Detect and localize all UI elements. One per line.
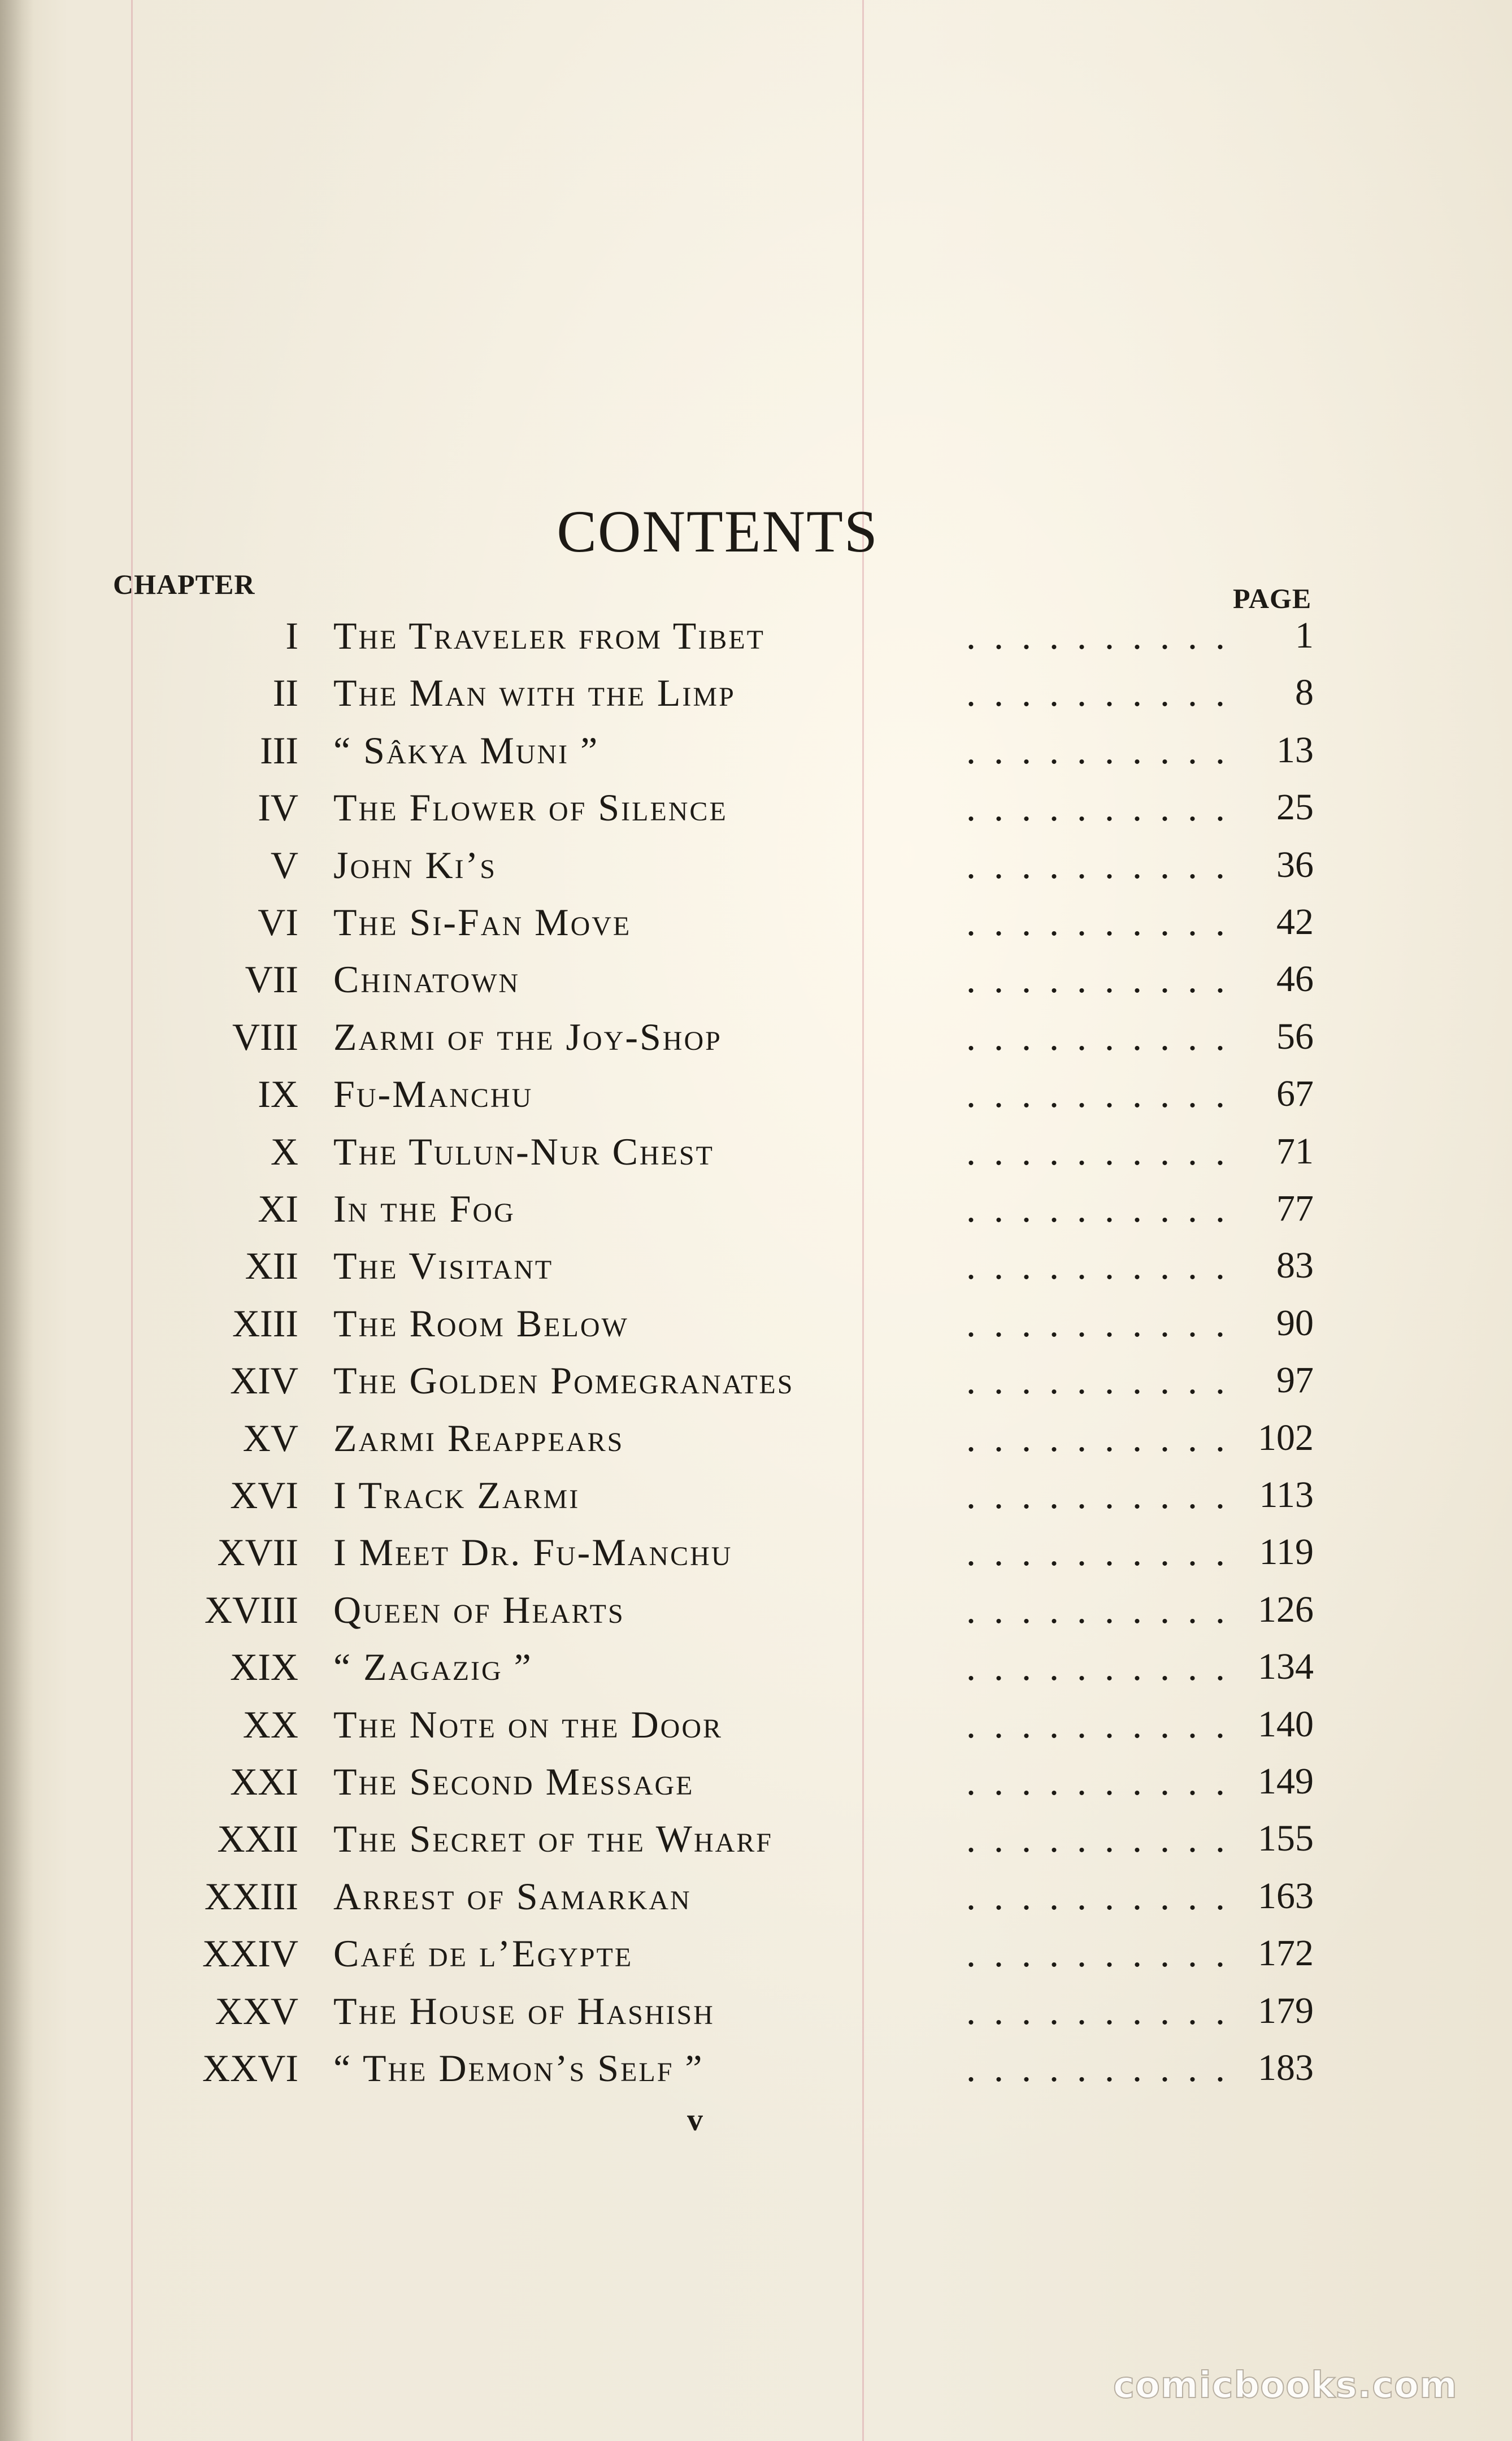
chapter-number: II (272, 671, 298, 715)
dot-leader: .......... (966, 786, 1243, 829)
page-folio: v (687, 2103, 703, 2138)
chapter-number: XVI (230, 1474, 298, 1517)
chapter-number: XIII (232, 1301, 298, 1345)
page-number: 172 (1258, 1932, 1314, 1974)
chapter-title: Arrest of Samarkan (333, 1874, 692, 1918)
page-number: 56 (1276, 1015, 1314, 1057)
chapter-number: IX (258, 1072, 298, 1116)
chapter-title: In the Fog (333, 1187, 515, 1230)
dot-leader: .......... (966, 1817, 1243, 1861)
chapter-title: The Note on the Door (333, 1702, 723, 1746)
chapter-title: The Visitant (333, 1244, 554, 1288)
chapter-title: The Tulun-Nur Chest (333, 1130, 714, 1173)
page-number: 1 (1295, 615, 1314, 656)
dot-leader: .......... (966, 1244, 1243, 1288)
toc-entry (0, 1009, 1512, 1065)
chapter-number: XVII (217, 1531, 298, 1574)
chapter-title: Zarmi Reappears (333, 1416, 624, 1460)
chapter-number: V (270, 843, 298, 887)
toc-entry (0, 1237, 1512, 1294)
toc-entry (0, 1123, 1512, 1180)
page-number: 71 (1276, 1130, 1314, 1172)
dot-leader: .......... (966, 671, 1243, 715)
chapter-title: The Traveler from Tibet (333, 614, 765, 657)
chapter-title: The Secret of the Wharf (333, 1817, 773, 1861)
chapter-number: VIII (232, 1015, 298, 1058)
dot-leader: .......... (966, 958, 1243, 1001)
dot-leader: .......... (966, 1072, 1243, 1116)
dot-leader: .......... (966, 843, 1243, 887)
chapter-title: The House of Hashish (333, 1989, 715, 2032)
toc-entry (0, 894, 1512, 950)
chapter-title: Queen of Hearts (333, 1588, 625, 1631)
watermark-logo: comicbooks.com (1113, 2365, 1458, 2407)
chapter-title: Zarmi of the Joy-Shop (333, 1015, 722, 1058)
chapter-title: I Meet Dr. Fu-Manchu (333, 1531, 733, 1574)
chapter-column-header: CHAPTER (113, 568, 255, 600)
page-number: 126 (1258, 1588, 1314, 1630)
chapter-number: XXI (230, 1760, 298, 1803)
dot-leader: .......... (966, 1416, 1243, 1460)
page-number: 102 (1258, 1417, 1314, 1458)
toc-entry (0, 1582, 1512, 1638)
toc-entry (0, 1352, 1512, 1409)
toc-entry (0, 607, 1512, 664)
chapter-title: Fu-Manchu (333, 1072, 533, 1116)
toc-entry (0, 951, 1512, 1007)
page-number: 67 (1276, 1073, 1314, 1115)
page-column-header: PAGE (1233, 583, 1312, 614)
chapter-title: Café de l’Egypte (333, 1932, 633, 1975)
chapter-number: I (285, 614, 298, 657)
dot-leader: .......... (966, 1187, 1243, 1230)
dot-leader: .......... (966, 1130, 1243, 1173)
toc-entry (0, 1639, 1512, 1695)
chapter-number: XVIII (204, 1588, 298, 1631)
page-number: 97 (1276, 1360, 1314, 1401)
chapter-number: XXV (215, 1989, 298, 2032)
chapter-number: XIX (230, 1645, 298, 1689)
toc-entry (0, 1410, 1512, 1466)
chapter-number: XV (242, 1416, 298, 1460)
chapter-title: The Flower of Silence (333, 786, 728, 829)
page-number: 90 (1276, 1302, 1314, 1344)
chapter-title: The Si-Fan Move (333, 901, 632, 944)
toc-entry (0, 2040, 1512, 2096)
chapter-number: XII (245, 1244, 298, 1288)
toc-entry (0, 1753, 1512, 1810)
toc-entry (0, 1524, 1512, 1580)
dot-leader: .......... (966, 901, 1243, 944)
chapter-title: The Man with the Limp (333, 671, 736, 715)
toc-entry (0, 664, 1512, 721)
dot-leader: .......... (966, 1301, 1243, 1345)
chapter-title: Chinatown (333, 958, 520, 1001)
chapter-number: VI (258, 901, 298, 944)
page-number: 46 (1276, 958, 1314, 1000)
toc-entry (0, 779, 1512, 836)
dot-leader: .......... (966, 1989, 1243, 2032)
page-number: 163 (1258, 1875, 1314, 1917)
page-number: 83 (1276, 1245, 1314, 1287)
toc-entry (0, 1180, 1512, 1237)
chapter-title: The Golden Pomegranates (333, 1359, 794, 1402)
dot-leader: .......... (966, 1932, 1243, 1975)
chapter-number: IV (258, 786, 298, 829)
page-number: 155 (1258, 1818, 1314, 1860)
chapter-title: John Ki’s (333, 843, 497, 887)
chapter-title: “ The Demon’s Self ” (333, 2047, 704, 2090)
page-number: 113 (1259, 1474, 1314, 1515)
dot-leader: .......... (966, 1531, 1243, 1574)
page-number: 179 (1258, 1990, 1314, 2031)
chapter-number: XXIV (202, 1932, 298, 1975)
dot-leader: .......... (966, 1588, 1243, 1631)
dot-leader: .......... (966, 1702, 1243, 1746)
toc-entry (0, 722, 1512, 779)
chapter-number: III (260, 728, 298, 772)
dot-leader: .......... (966, 1359, 1243, 1402)
dot-leader: .......... (966, 1474, 1243, 1517)
toc-entry (0, 1295, 1512, 1352)
toc-entry (0, 1925, 1512, 1982)
chapter-number: XIV (230, 1359, 298, 1402)
chapter-number: XXVI (202, 2047, 298, 2090)
dot-leader: .......... (966, 1015, 1243, 1058)
toc-entry (0, 1810, 1512, 1867)
page-number: 149 (1258, 1761, 1314, 1802)
chapter-number: XXIII (204, 1874, 298, 1918)
chapter-number: X (270, 1130, 298, 1173)
chapter-title: “ Sâkya Muni ” (333, 728, 599, 772)
chapter-title: The Room Below (333, 1301, 629, 1345)
chapter-title: I Track Zarmi (333, 1474, 580, 1517)
dot-leader: .......... (966, 728, 1243, 772)
toc-entry (0, 1467, 1512, 1523)
dot-leader: .......... (966, 1645, 1243, 1689)
chapter-title: The Second Message (333, 1760, 694, 1803)
dot-leader: .......... (966, 1760, 1243, 1803)
page-number: 8 (1295, 672, 1314, 714)
page-number: 25 (1276, 787, 1314, 828)
page-number: 183 (1258, 2047, 1314, 2088)
page-number: 140 (1258, 1703, 1314, 1745)
dot-leader: .......... (966, 614, 1243, 657)
page-number: 42 (1276, 901, 1314, 942)
dot-leader: .......... (966, 2047, 1243, 2090)
chapter-number: XXII (217, 1817, 298, 1861)
page-number: 134 (1258, 1646, 1314, 1688)
toc-entry (0, 1983, 1512, 2039)
toc-entry (0, 837, 1512, 893)
toc-entry (0, 1696, 1512, 1753)
dot-leader: .......... (966, 1874, 1243, 1918)
page-number: 36 (1276, 844, 1314, 885)
page-number: 77 (1276, 1188, 1314, 1229)
chapter-number: XX (242, 1702, 298, 1746)
chapter-number: XI (258, 1187, 298, 1230)
chapter-number: VII (245, 958, 298, 1001)
page-number: 119 (1259, 1531, 1314, 1573)
page-title: CONTENTS (557, 498, 879, 564)
toc-entry (0, 1868, 1512, 1925)
toc-entry (0, 1066, 1512, 1122)
chapter-title: “ Zagazig ” (333, 1645, 533, 1689)
page-number: 13 (1276, 729, 1314, 771)
